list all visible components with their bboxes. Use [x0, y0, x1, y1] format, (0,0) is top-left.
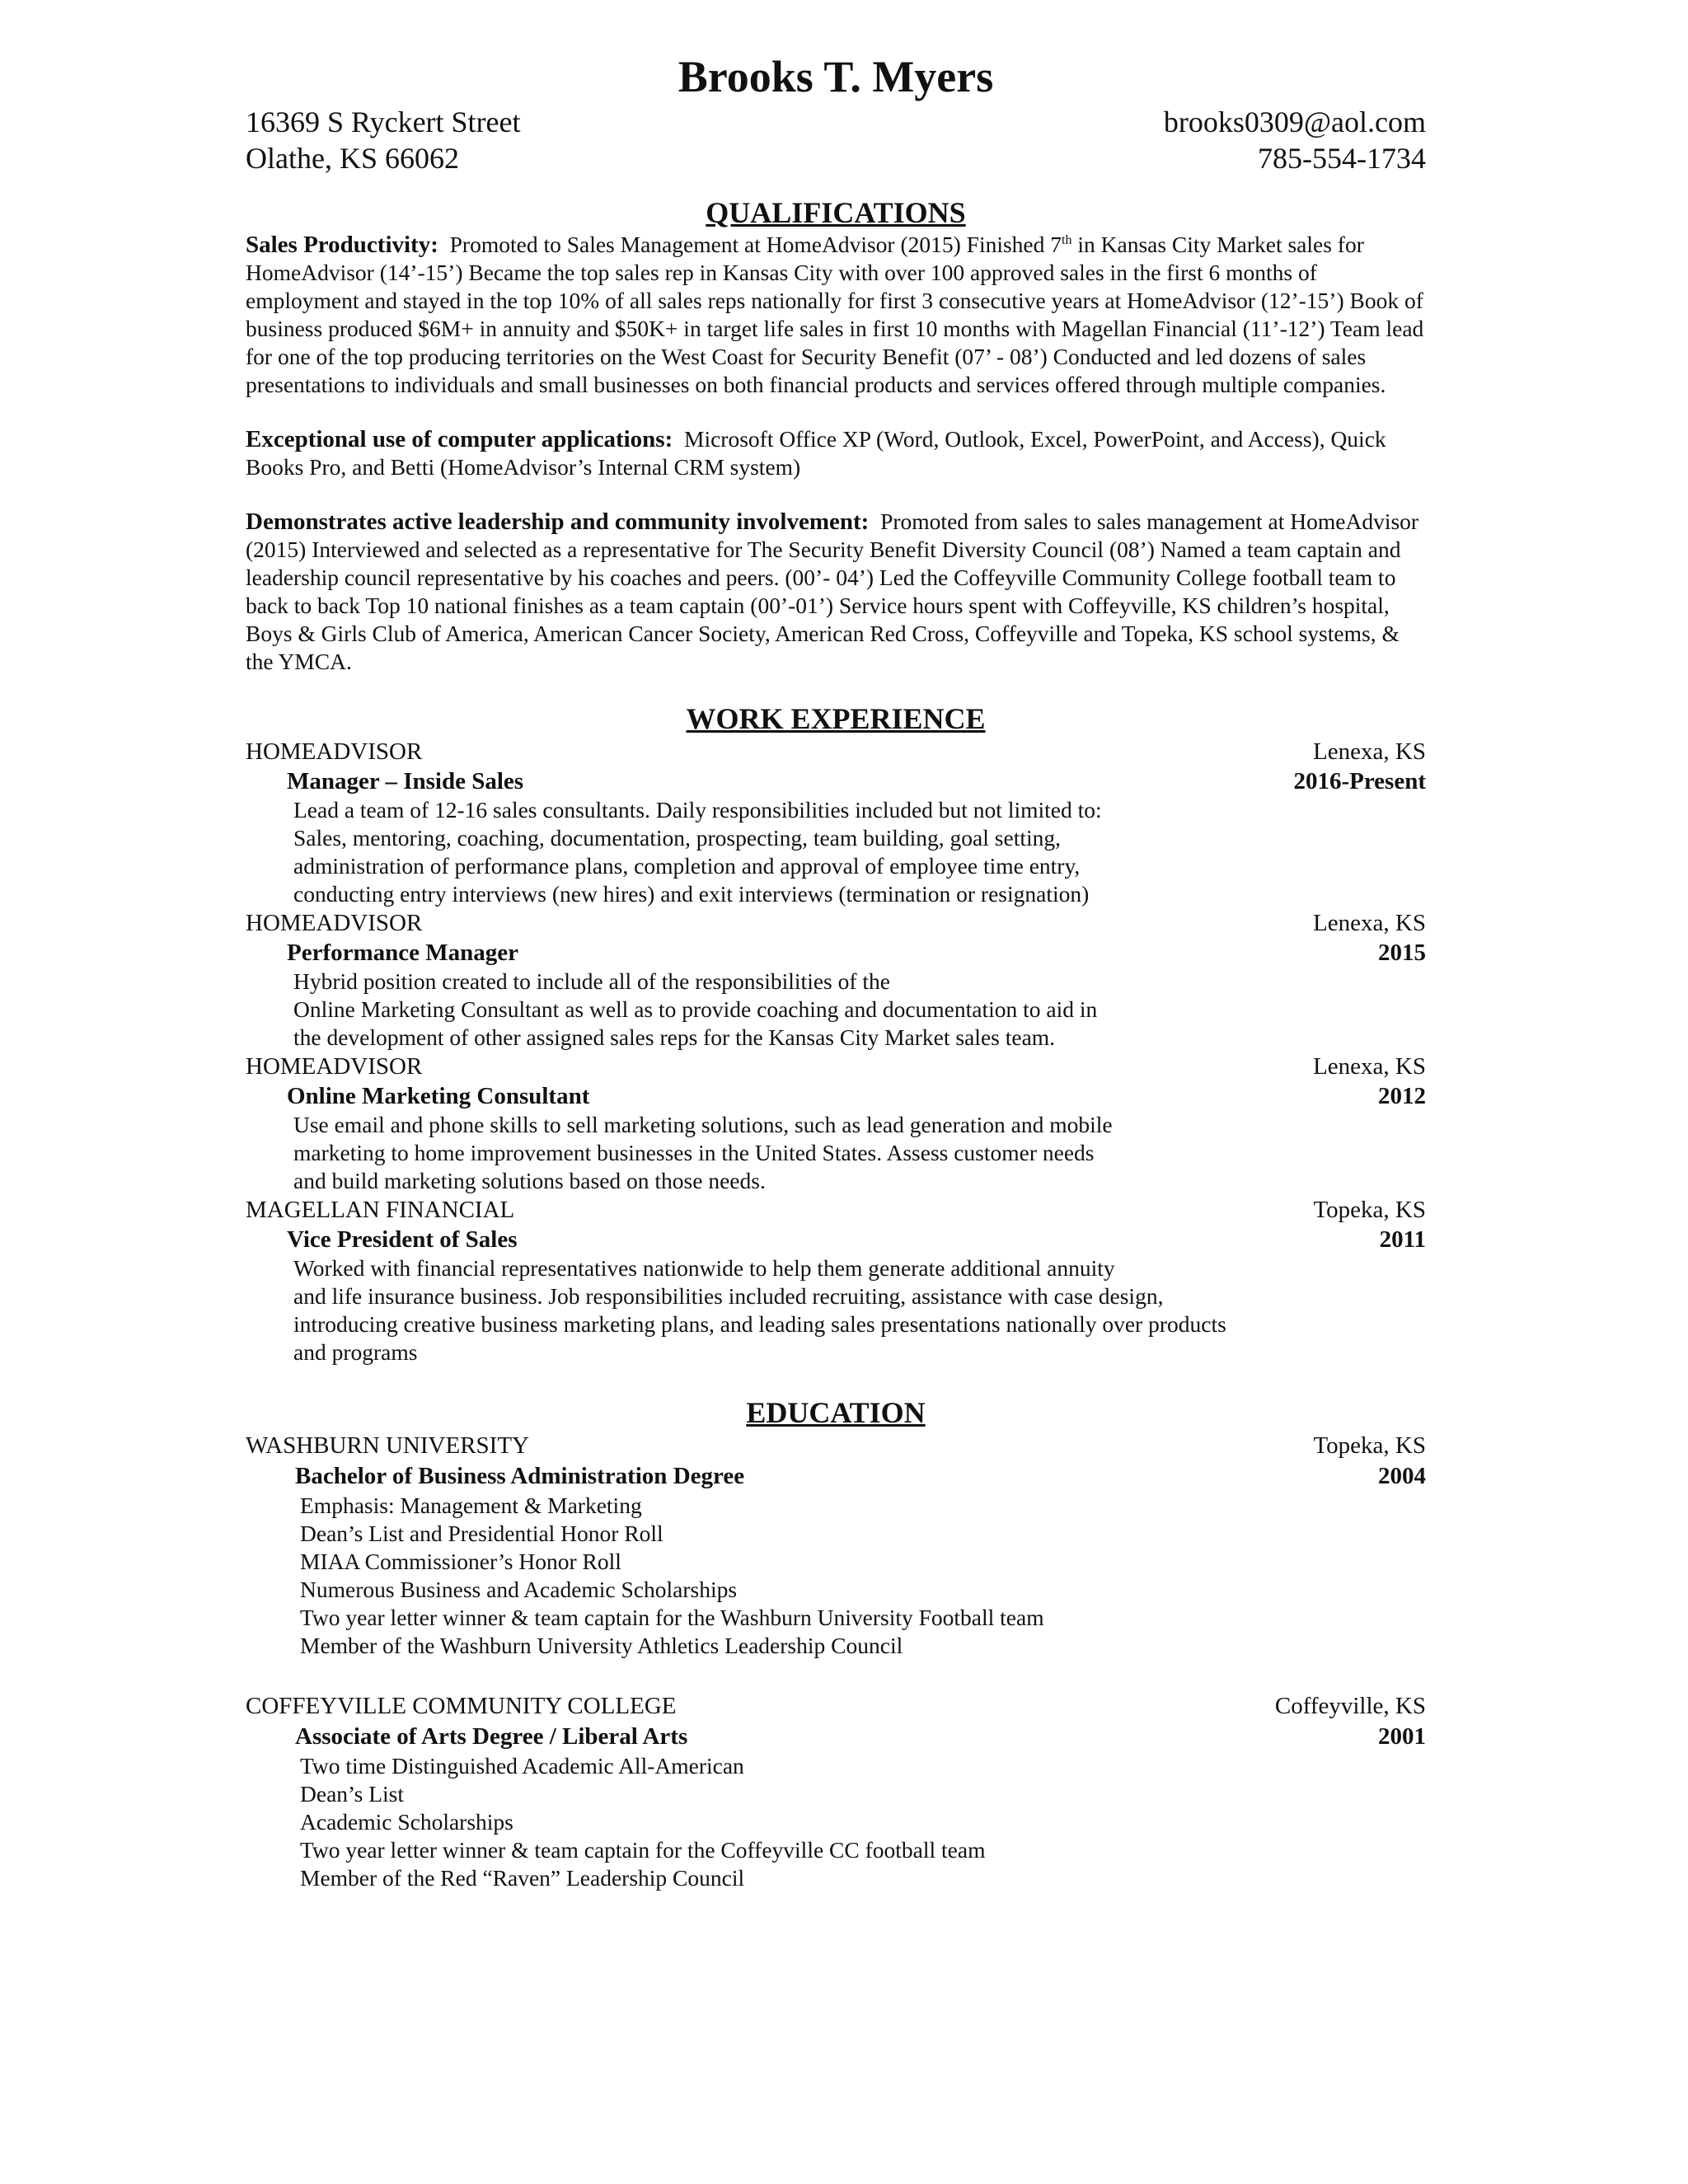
- job-header: [246, 1195, 1426, 1225]
- job-entry: [246, 1052, 1426, 1195]
- honor-item: Member of the Washburn University Athletics Leadership Council: [300, 1633, 903, 1658]
- school-name: WASHBURN UNIVERSITY: [246, 1432, 529, 1459]
- company-name: MAGELLAN FINANCIAL: [246, 1197, 515, 1223]
- job-description-line: Use email and phone skills to sell marketing solutions, such as lead generation and mobile: [293, 1112, 1113, 1137]
- work-experience-heading: WORK EXPERIENCE: [686, 702, 986, 735]
- job-header: [246, 1052, 1426, 1081]
- degree-row: [246, 1460, 1426, 1492]
- qualification-label: Demonstrates active leadership and community involvement:: [246, 509, 870, 535]
- job-title-row: [246, 1081, 1426, 1111]
- superscript-ordinal: th: [1062, 232, 1072, 247]
- education-section: [246, 1431, 1426, 1892]
- honor-item: Member of the Red “Raven” Leadership Council: [300, 1865, 745, 1891]
- job-description-line: introducing creative business marketing plans, and leading sales presentations nationally over products: [293, 1311, 1226, 1337]
- job-dates: 2011: [1379, 1226, 1426, 1253]
- honor-item: Academic Scholarships: [300, 1809, 513, 1835]
- email-address[interactable]: brooks0309@aol.com: [1163, 105, 1426, 138]
- school-entry: [246, 1691, 1426, 1892]
- job-description-line: conducting entry interviews (new hires) and exit interviews (termination or resignation): [293, 881, 1090, 907]
- work-experience-section: [246, 737, 1426, 1366]
- education-heading: EDUCATION: [746, 1396, 926, 1429]
- job-location: Topeka, KS: [1313, 1197, 1426, 1223]
- qualification-sales-productivity: [246, 231, 1426, 399]
- honor-item: MIAA Commissioner’s Honor Roll: [300, 1549, 621, 1574]
- school-location: Coffeyville, KS: [1274, 1693, 1426, 1719]
- degree-name: Bachelor of Business Administration Degree: [295, 1463, 745, 1489]
- job-description-line: the development of other assigned sales reps for the Kansas City Market sales team.: [293, 1024, 1056, 1050]
- qualification-label: Sales Productivity:: [246, 232, 438, 258]
- honor-item: Two year letter winner & team captain for the Coffeyville CC football team: [300, 1837, 986, 1863]
- job-entry: [246, 737, 1426, 908]
- job-description-line: marketing to home improvement businesses in the United States. Assess customer needs: [293, 1140, 1095, 1165]
- honors-list: [246, 1752, 1426, 1892]
- qualification-text: Microsoft Office XP (Word, Outlook, Excel, PowerPoint, and Access), Quick Books Pro, and Betti (HomeAdvisor’s Internal CRM system): [246, 426, 1386, 480]
- degree-year: 2004: [1378, 1463, 1426, 1489]
- degree-row: [246, 1721, 1426, 1752]
- qualification-text: Promoted to Sales Management at HomeAdvisor (2015) Finished 7: [449, 232, 1062, 257]
- qualification-leadership: [246, 508, 1426, 676]
- qualification-text-continued: in Kansas City Market sales for HomeAdvisor (14’-15’) Became the top sales rep in Kansas City with over 100 approved sales in the first 6 months of employment and stayed in the top 10% of all sales reps nationally for first 3 consecutive years at HomeAdvisor (12’-15’) Book of business produced $6M+ in annuity and $50K+ in target life sales in first 10 months with Magellan Financial (11’-12’) Team lead for one of the top producing territories on the West Coast for Security Benefit (07’ - 08’) Conducted and led dozens of sales presentations to individuals and small businesses on both financial products and services offered through multiple companies.: [246, 232, 1424, 397]
- job-description-line: Online Marketing Consultant as well as to provide coaching and documentation to aid in: [293, 996, 1098, 1022]
- job-dates: 2012: [1378, 1083, 1426, 1109]
- school-header: [246, 1691, 1426, 1721]
- job-location: Lenexa, KS: [1313, 910, 1426, 936]
- qualifications-heading: QUALIFICATIONS: [706, 196, 966, 229]
- qualification-label: Exceptional use of computer applications:: [246, 426, 673, 452]
- job-title-row: [246, 938, 1426, 968]
- job-description-line: and programs: [293, 1339, 418, 1365]
- school-name: COFFEYVILLE COMMUNITY COLLEGE: [246, 1693, 677, 1719]
- honor-item: Emphasis: Management & Marketing: [300, 1493, 642, 1518]
- honors-list: [246, 1492, 1426, 1660]
- honor-item: Dean’s List and Presidential Honor Roll: [300, 1521, 663, 1546]
- contact-row-1: [246, 104, 1426, 140]
- school-header: [246, 1431, 1426, 1460]
- job-title: Performance Manager: [287, 940, 519, 966]
- honor-item: Two time Distinguished Academic All-American: [300, 1753, 744, 1779]
- job-title-row: [246, 1225, 1426, 1254]
- job-description-line: and life insurance business. Job responsibilities included recruiting, assistance with case design,: [293, 1283, 1164, 1309]
- honor-item: Two year letter winner & team captain for the Washburn University Football team: [300, 1605, 1044, 1630]
- job-description-line: Worked with financial representatives nationwide to help them generate additional annuity: [293, 1255, 1115, 1281]
- qualification-text: Promoted from sales to sales management at HomeAdvisor (2015) Interviewed and selected as a representative for The Security Benefit Diversity Council (08’) Named a team captain and leadership council representative by his coaches and peers. (00’- 04’) Led the Coffeyville Community College football team to back to back Top 10 national finishes as a team captain (00’-01’) Service hours spent with Coffeyville, KS children’s hospital, Boys & Girls Club of America, American Cancer Society, American Red Cross, Coffeyville and Topeka, KS school systems, & the YMCA.: [246, 509, 1419, 674]
- address-line-2: Olathe, KS 66062: [246, 142, 459, 175]
- company-name: HOMEADVISOR: [246, 738, 423, 765]
- school-location: Topeka, KS: [1313, 1432, 1426, 1459]
- qualifications-section: [246, 231, 1426, 676]
- job-description-line: Hybrid position created to include all of the responsibilities of the: [293, 968, 890, 994]
- job-entry: [246, 1195, 1426, 1366]
- company-name: HOMEADVISOR: [246, 1053, 423, 1080]
- school-entry: [246, 1431, 1426, 1660]
- job-description-line: administration of performance plans, completion and approval of employee time entry,: [293, 853, 1081, 879]
- job-title: Online Marketing Consultant: [287, 1083, 590, 1109]
- job-description-line: and build marketing solutions based on those needs.: [293, 1168, 766, 1193]
- contact-row-2: [246, 140, 1426, 176]
- job-location: Lenexa, KS: [1313, 738, 1426, 765]
- phone-number: 785-554-1734: [1258, 142, 1426, 175]
- job-dates: 2016-Present: [1293, 768, 1426, 794]
- degree-name: Associate of Arts Degree / Liberal Arts: [295, 1723, 688, 1750]
- job-title-row: [246, 766, 1426, 796]
- company-name: HOMEADVISOR: [246, 910, 423, 936]
- resume-page: [246, 49, 1426, 1892]
- job-location: Lenexa, KS: [1313, 1053, 1426, 1080]
- degree-year: 2001: [1378, 1723, 1426, 1750]
- address-line-1: 16369 S Ryckert Street: [246, 105, 521, 138]
- honor-item: Dean’s List: [300, 1781, 405, 1807]
- honor-item: Numerous Business and Academic Scholarships: [300, 1577, 738, 1602]
- job-description-line: Sales, mentoring, coaching, documentation, prospecting, team building, goal setting,: [293, 825, 1061, 851]
- job-description-line: Lead a team of 12-16 sales consultants. Daily responsibilities included but not limited to:: [293, 797, 1102, 823]
- candidate-name: Brooks T. Myers: [678, 52, 994, 101]
- job-title: Vice President of Sales: [287, 1226, 518, 1253]
- job-title: Manager – Inside Sales: [287, 768, 524, 794]
- job-entry: [246, 908, 1426, 1052]
- job-dates: 2015: [1378, 940, 1426, 966]
- job-header: [246, 908, 1426, 938]
- job-header: [246, 737, 1426, 766]
- qualification-computer-applications: [246, 425, 1426, 481]
